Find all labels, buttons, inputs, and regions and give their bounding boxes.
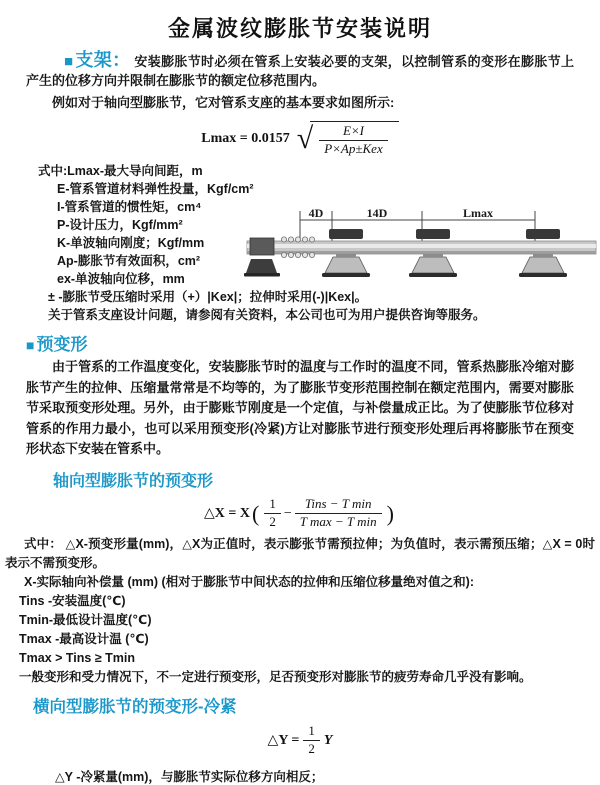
formula-lhs: △Y = xyxy=(267,733,300,748)
axial-formula xyxy=(0,497,600,531)
section-square-icon: ■ xyxy=(64,53,74,70)
lateral-formula xyxy=(0,725,600,757)
close-paren: ) xyxy=(386,500,394,526)
support-heading: 支架： xyxy=(75,50,131,70)
definition-line: ex-单波轴向位移，mm xyxy=(57,272,185,286)
support-paragraph xyxy=(26,51,574,90)
dim-label-14d: 14D xyxy=(366,206,388,220)
fraction-temps xyxy=(295,497,382,529)
axial-line: 一般变形和受力情况下，不一定进行预变形，足否预变形对膨胀节的疲劳寿命几乎没有影响。 xyxy=(19,669,532,684)
definition-line: P-设计压力，Kgf/mm² xyxy=(57,218,183,232)
support-example-text: 例如对于轴向型膨胀节，它对管系支座的基本要求如图所示: xyxy=(52,95,395,110)
fraction-numerator: 1 xyxy=(308,723,315,739)
support-intro-text: 安装膨胀节时必须在管系上安装必要的支架，以控制管系的变形在膨胀节上产生的位移方向并限制在膨胀节的额定位移范围内。 xyxy=(26,54,575,88)
radicand xyxy=(310,121,399,156)
fraction-numerator: 1 xyxy=(269,496,276,512)
fraction-half xyxy=(303,724,320,756)
definition-line: I-管系管道的惯性矩，cm⁴ xyxy=(57,200,202,214)
fraction xyxy=(319,124,388,156)
axial-line: X-实际轴向补偿量 (mm) (相对于膨胀节中间状态的拉伸和压缩位移量绝对值之和): xyxy=(24,574,474,589)
page-title: 金属波纹膨胀节安装说明 xyxy=(167,16,432,41)
lmax-formula xyxy=(0,121,600,157)
fraction-half xyxy=(264,497,281,529)
formula-lhs: Lmax = 0.0157 xyxy=(201,131,290,146)
document-page xyxy=(0,12,600,784)
axial-line: Tmax -最高设计温 (℃) xyxy=(19,631,149,646)
definition-line: 式中:Lmax-最大导向间距，m xyxy=(38,164,203,178)
formula-lhs: △X = X xyxy=(204,506,250,521)
dim-label-lmax: Lmax xyxy=(463,206,493,220)
axial-explain-text: 式中： △X-预变形量(mm)，△X为正值时，表示膨张节需预拉伸；为负值时，表示需预压缩；△X = 0时表示不需预变形。 xyxy=(5,536,595,570)
axial-subheading: 轴向型膨胀节的预变形 xyxy=(53,472,214,490)
axial-line: Tmax > Tins ≥ Tmin xyxy=(19,650,136,665)
open-paren: ( xyxy=(251,500,260,526)
definition-line: ± -膨胀节受压缩时采用（+）|Kex|；拉伸时采用(-)|Kex|。 xyxy=(48,290,368,304)
formula-rhs: Y xyxy=(323,732,333,748)
definition-line: E-管系管道材料弹性投量，Kgf/cm² xyxy=(57,182,254,196)
support-note-text: 关于管系支座设计问题，请参阅有关资料，本公司也可为用户提供咨询等服务。 xyxy=(48,308,486,322)
fraction-denominator: T max − T min xyxy=(295,513,382,530)
fraction-denominator: P×Ap±Kex xyxy=(319,140,388,157)
fraction-numerator: E×I xyxy=(342,123,364,139)
definition-line: Ap-膨胀节有效面积，cm² xyxy=(57,254,201,268)
axial-line: Tins -安装温度(℃) xyxy=(19,593,126,608)
predeform-heading-row xyxy=(26,330,600,355)
fraction-numerator: Tins − T min xyxy=(304,496,372,512)
definition-line: K-单波轴向刚度；Kgf/mm xyxy=(57,236,205,250)
lateral-note-text: △Y -冷紧量(mm)，与膨胀节实际位移方向相反； xyxy=(55,769,324,784)
predeform-paragraph: 由于管系的工作温度变化，安装膨胀节时的温度与工作时的温度不同，管系热膨胀冷缩对膨胀节产生的拉伸、压缩量常常是不均等的，为了膨胀节变形范围控制在额定范围内，需要对膨胀节采取预变形处理。另外，由于膨账节刚度是一个定值，与补偿量成正比。为了使膨胀节位移对管系的作用力最小，也可以采用预变形(冷紧)方让对膨胀节进行预变形处理后再将膨胀节在预变形状态下安装在管系中。 xyxy=(26,359,574,456)
radical-sign-icon: √ xyxy=(296,122,314,155)
dim-label-4d: 4D xyxy=(308,206,324,220)
fraction-denominator: 2 xyxy=(303,740,320,757)
pipe xyxy=(247,241,596,254)
section-square-icon: ■ xyxy=(26,337,35,353)
support-spacing-diagram xyxy=(243,204,600,301)
fraction-denominator: 2 xyxy=(264,513,281,530)
minus-sign: − xyxy=(283,505,292,521)
predeform-heading: 预变形 xyxy=(36,335,88,354)
axial-line: Tmin-最低设计温度(℃) xyxy=(19,612,152,627)
lateral-subheading: 横向型膨胀节的预变形-冷紧 xyxy=(33,697,237,716)
